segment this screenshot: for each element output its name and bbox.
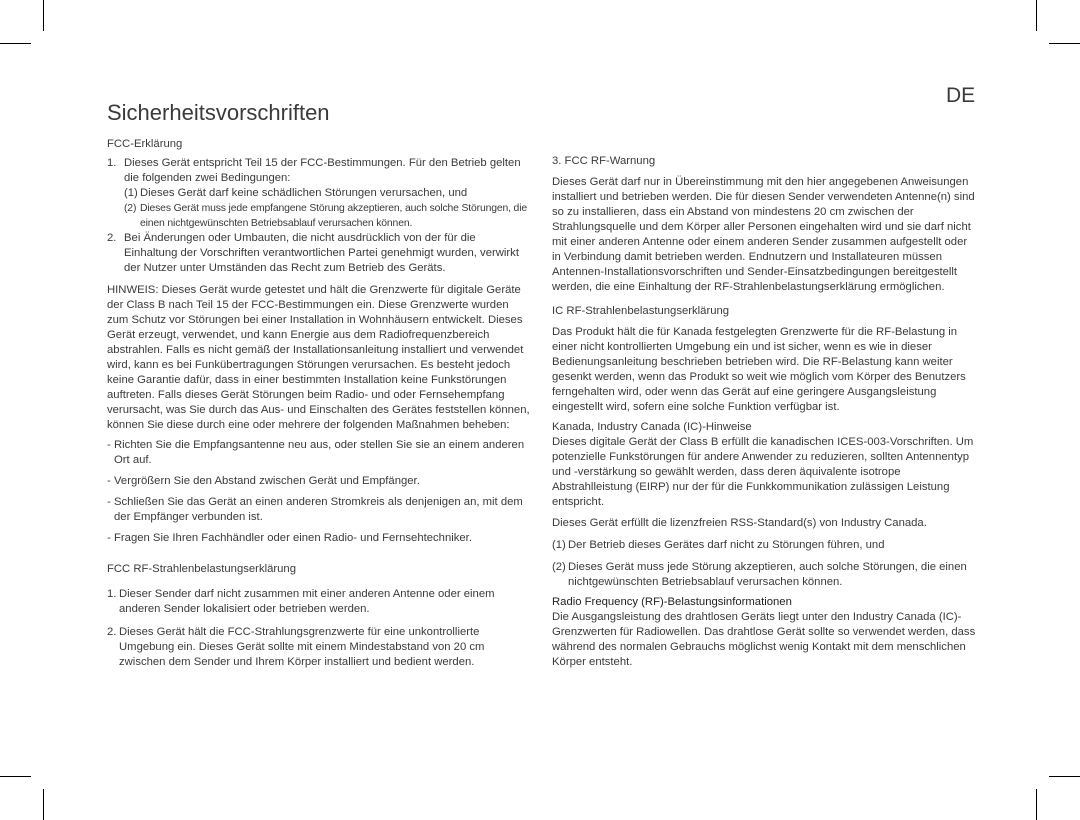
item-number: 1. [107,588,117,600]
right-column [552,154,977,675]
fcc-statement-list [107,156,532,276]
crop-mark-top-left-vertical [43,0,44,31]
fcc-statement-item [107,231,532,276]
measure-text: Vergrößern Sie den Abstand zwischen Gerät und Empfänger. [114,475,420,487]
fcc-rf-item [107,625,532,670]
dash-bullet: - [107,496,111,508]
condition-number: (1) [124,187,138,199]
item-text: Bei Änderungen oder Umbauten, die nicht ausdrücklich von der für die Einhaltung der Vorschriften verantwortlichen Partei genehmigt wurden, verwirkt der Nutzer unter Umständen das Recht zum Betrieb des Geräts. [124,232,519,274]
dash-bullet: - [107,475,111,487]
condition-item [124,201,532,231]
condition-text: Der Betrieb dieses Gerätes darf nicht zu Störungen führen, und [568,539,885,551]
language-tag: DE [946,84,976,107]
fcc-statement-item [107,156,532,231]
condition-number: (1) [552,539,566,551]
fcc-rf-list [107,587,532,670]
conditions-list [124,186,532,231]
dash-bullet: - [107,439,111,451]
ic-condition-item [552,538,977,553]
measure-item [107,474,532,489]
ic-condition-item [552,560,977,590]
dash-bullet: - [107,532,111,544]
ic-rf-heading: IC RF-Strahlenbelastungserklärung [552,305,730,317]
item-number: 1. [107,157,117,169]
condition-number: (2) [124,203,137,214]
crop-mark-bottom-right-vertical [1036,789,1037,820]
rf-warning-heading: 3. FCC RF-Warnung [552,155,656,167]
measure-text: Fragen Sie Ihren Fachhändler oder einen Radio- und Fernsehtechniker. [114,532,472,544]
rf-warning-text: Dieses Gerät darf nur in Übereinstimmung mit den hier angegebenen Anweisungen installiert und betrieben werden. Die für diesen Sender verwendeten Antenne(n) sind so zu installieren, dass ein Abstand von mindestens 20 cm zwischen der Strahlungsquelle und dem Körper aller Personen eingehalten wird und sie darf nicht mit einer anderen Antenne oder einem anderen Sender zusammen aufgestellt oder in Verbindung damit betrieben werden. Endnutzern und Installateuren müssen Antennen-Installationsvorschriften und Sender-Einsatzbedingungen bereitgestellt werden, die eine Einhaltung der RF-Strahlenbelastungserklärung ermöglichen. [552,176,975,293]
item-text: Dieses Gerät hält die FCC-Strahlungsgrenzwerte für eine unkontrollierte Umgebung ein. Dieses Gerät sollte mit einem Mindestabstand von 20 cm zwischen dem Sender und Ihrem Körper installiert und bedient werden. [119,626,485,668]
measure-text: Richten Sie die Empfangsantenne neu aus, oder stellen Sie sie an einem anderen Ort auf. [114,439,525,466]
item-number: 2. [107,626,117,638]
condition-text: Dieses Gerät muss jede empfangene Störung akzeptieren, auch solche Störungen, die einen nichtgewünschten Betriebsablauf verursachen können. [140,203,527,229]
rf-info-heading: Radio Frequency (RF)-Belastungsinformationen [552,596,792,608]
condition-text: Dieses Gerät darf keine schädlichen Störungen verursachen, und [140,187,468,199]
condition-number: (2) [552,561,566,573]
crop-mark-bottom-left-vertical [43,789,44,820]
item-number: 2. [107,232,117,244]
item-text: Dieser Sender darf nicht zusammen mit einer anderen Antenne oder einem anderen Sender lokalisiert oder betrieben werden. [119,588,495,615]
ic-rf-text: Das Produkt hält die für Kanada festgelegten Grenzwerte für die RF-Belastung in einer nicht kontrollierten Umgebung ein und ist sicher, wenn es wie in dieser Bedienungsanleitung beschrieben betrieben wird. Die RF-Belastung kann weiter gesenkt werden, wenn das Produkt so weit wie möglich vom Körper des Benutzers ferngehalten wird, oder wenn das Gerät auf eine geringere Ausgangsleistung eingestellt wird, sofern eine solche Funktion verfügbar ist. [552,326,966,413]
ic-notice-text: Dieses digitale Gerät der Class B erfüllt die kanadischen ICES-003-Vorschriften. Um potenzielle Funkstörungen für andere Anwender zu reduzieren, sollten Antennentyp und -verstärkung so gewählt werden, dass deren äquivalente isotrope Abstrahlleistung (EIRP) nur der für die Funkkommunikation zulässigen Leistung entspricht. [552,436,974,508]
left-column [107,137,532,678]
measure-item [107,531,532,546]
crop-mark-top-right-horizontal [1049,43,1080,44]
crop-mark-top-left-horizontal [0,43,31,44]
fcc-rf-heading: FCC RF-Strahlenbelastungserklärung [107,563,296,575]
fcc-statement-heading: FCC-Erklärung [107,138,183,150]
fcc-notice-paragraph: HINWEIS: Dieses Gerät wurde getestet und hält die Grenzwerte für digitale Geräte der Class B nach Teil 15 der FCC-Bestimmungen ein. Diese Grenzwerte wurden zum Schutz vor Störungen bei einer Installation in Wohnhäusern entwickelt. Dieses Gerät erzeugt, verwendet, und kann Energie aus dem Radiofrequenzbereich abstrahlen. Falls es nicht gemäß der Installationsanleitung installiert und verwendet wird, kann es bei Funkübertragungen Störungen verursachen. Es besteht jedoch keine Garantie dafür, dass in einer bestimmten Installation keine Funkstörungen auftreten. Falls dieses Gerät Störungen beim Radio- und oder Fernsehempfang verursacht, was Sie durch das Aus- und Einschalten des Gerätes feststellen können, können Sie diese durch eine oder mehrere der folgenden Maßnahmen beheben: [107,284,530,431]
ic-rss-text: Dieses Gerät erfüllt die lizenzfreien RSS-Standard(s) von Industry Canada. [552,517,927,529]
crop-mark-top-right-vertical [1036,0,1037,31]
ic-notice-heading: Kanada, Industry Canada (IC)-Hinweise [552,421,752,433]
item-text: Dieses Gerät entspricht Teil 15 der FCC-Bestimmungen. Für den Betrieb gelten die folgenden zwei Bedingungen: [124,157,521,184]
crop-mark-bottom-left-horizontal [0,776,31,777]
fcc-rf-item [107,587,532,617]
condition-item [124,186,532,201]
measure-item [107,495,532,525]
condition-text: Dieses Gerät muss jede Störung akzeptieren, auch solche Störungen, die einen nichtgewünschten Betriebsablauf verursachen können. [568,561,967,588]
page-title: Sicherheitsvorschriften [107,100,330,125]
measures-list [107,438,532,546]
rf-info-text: Die Ausgangsleistung des drahtlosen Geräts liegt unter den Industry Canada (IC)-Grenzwerten für Radiowellen. Das drahtlose Gerät sollte so verwendet werden, dass während des normalen Gebrauchs möglichst wenig Kontakt mit dem menschlichen Körper entsteht. [552,611,976,668]
crop-mark-bottom-right-horizontal [1049,776,1080,777]
measure-text: Schließen Sie das Gerät an einen anderen Stromkreis als denjenigen an, mit dem der Empfänger verbunden ist. [114,496,523,523]
ic-conditions-list [552,538,977,590]
measure-item [107,438,532,468]
